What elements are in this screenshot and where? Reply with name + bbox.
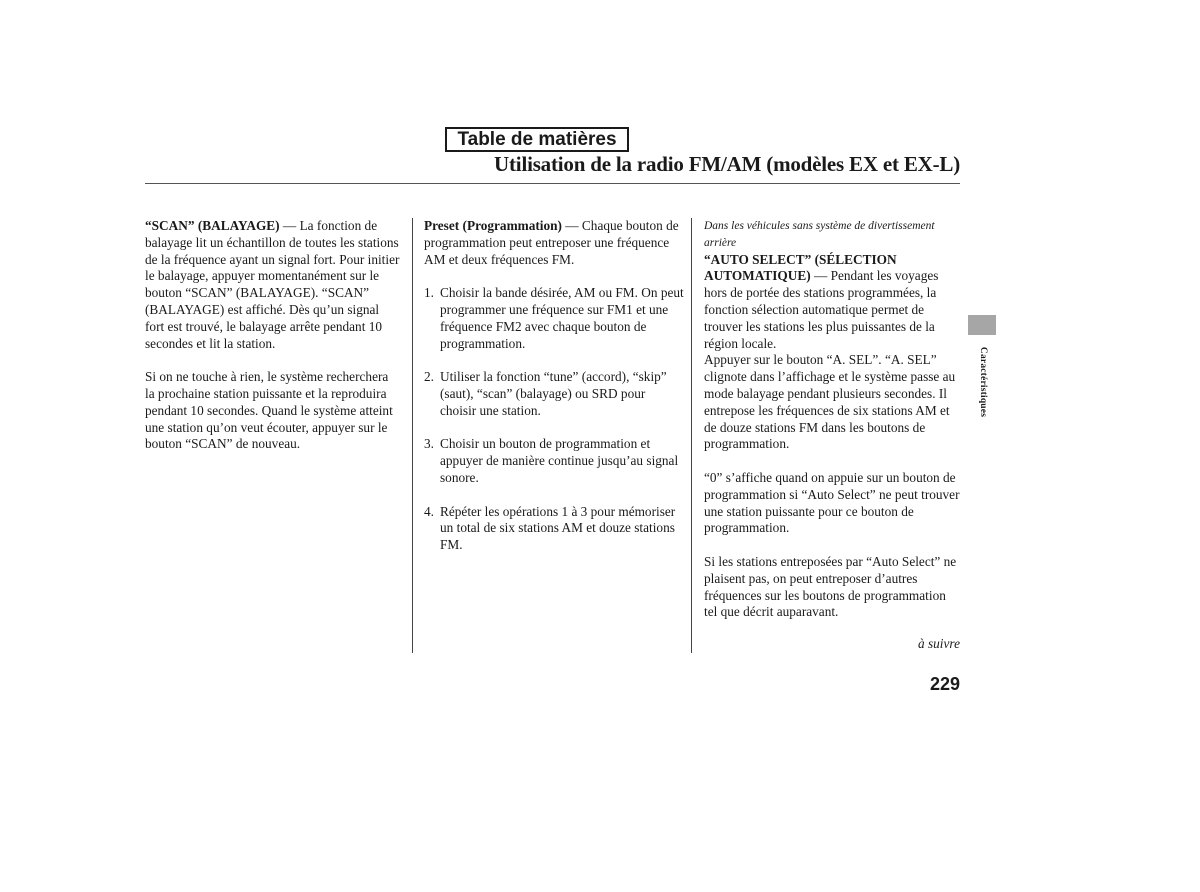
preset-paragraph [424,218,684,268]
step-number: 1. [424,285,434,301]
scan-dash: — [279,218,300,233]
auto-select-paragraph-3: “0” s’affiche quand on appuie sur un bouton de programmation si “Auto Select” ne peut trouver une station puissante pour ce bouton de programmation. [704,469,960,536]
section-tab-label: Caractéristiques [978,346,988,418]
scan-heading: “SCAN” (BALAYAGE) [145,218,280,233]
list-item [424,504,684,554]
preset-dash: — [561,218,582,233]
column-divider-1 [412,218,413,653]
column-auto-select [704,218,962,621]
vehicle-note: Dans les véhicules sans système de divertissement arrière [704,220,935,249]
header-divider [145,183,960,184]
preset-heading: Preset (Programmation) [424,218,562,233]
page-title: Utilisation de la radio FM/AM (modèles EX et EX-L) [494,152,960,176]
auto-select-paragraph [704,252,962,353]
auto-select-heading: “AUTO SELECT” (SÉLECTION AUTOMATIQUE) [704,251,897,284]
list-item [424,369,684,419]
auto-select-body: Pendant les voyages hors de portée des stations programmées, la fonction sélection automatique permet de trouver les stations les plus puissantes de la région locale. [704,268,939,351]
step-number: 4. [424,503,434,519]
step-number: 3. [424,436,434,452]
auto-select-dash: — [810,268,831,284]
scan-paragraph [145,218,400,352]
scan-body: La fonction de balayage lit un échantillon de toutes les stations de la fréquence ayant un signal fort. Pour initier le balayage, appuyer momentanément sur le bouton “SCAN” (BALAYAGE). “SCAN” (BALAYAGE) est affiché. Dès qu’un signal fort est trouvé, le balayage arrête pendant 10 secondes et lit la station. [145,218,400,351]
step-text: Choisir un bouton de programmation et appuyer de manière continue jusqu’au signal sonore. [440,436,679,485]
table-of-contents-button[interactable]: Table de matières [445,127,629,152]
section-tab [968,315,996,335]
column-scan [145,218,400,453]
page-number: 229 [929,674,960,694]
column-preset [424,218,684,554]
preset-body: Chaque bouton de programmation peut entreposer une fréquence AM et deux fréquences FM. [424,218,679,267]
list-item [424,285,684,352]
step-text: Utiliser la fonction “tune” (accord), “skip” (saut), “scan” (balayage) ou SRD pour choisir une station. [440,369,667,418]
column-divider-2 [691,218,692,653]
auto-select-paragraph-4: Si les stations entreposées par “Auto Select” ne plaisent pas, on peut entreposer d’autres fréquences sur les boutons de programmation tel que décrit auparavant. [704,553,957,620]
scan-paragraph-2: Si on ne touche à rien, le système recherchera la prochaine station puissante et la reproduira pendant 10 secondes. Quand le système atteint une station qu’on veut écouter, appuyer sur le bouton “SCAN” de nouveau. [145,369,393,452]
step-text: Choisir la bande désirée, AM ou FM. On peut programmer une fréquence sur FM1 et une fréquence FM2 avec chaque bouton de programmation. [440,285,684,351]
preset-steps-list [424,285,684,554]
continued-label: à suivre [918,636,960,651]
step-text: Répéter les opérations 1 à 3 pour mémoriser un total de six stations AM et douze stations FM. [440,503,676,553]
step-number: 2. [424,369,434,385]
list-item [424,436,684,486]
auto-select-paragraph-2: Appuyer sur le bouton “A. SEL”. “A. SEL” clignote dans l’affichage et le système passe au mode balayage pendant plusieurs secondes. Il entrepose les fréquences de six stations AM et de douze stations FM dans les boutons de programmation. [704,352,956,452]
